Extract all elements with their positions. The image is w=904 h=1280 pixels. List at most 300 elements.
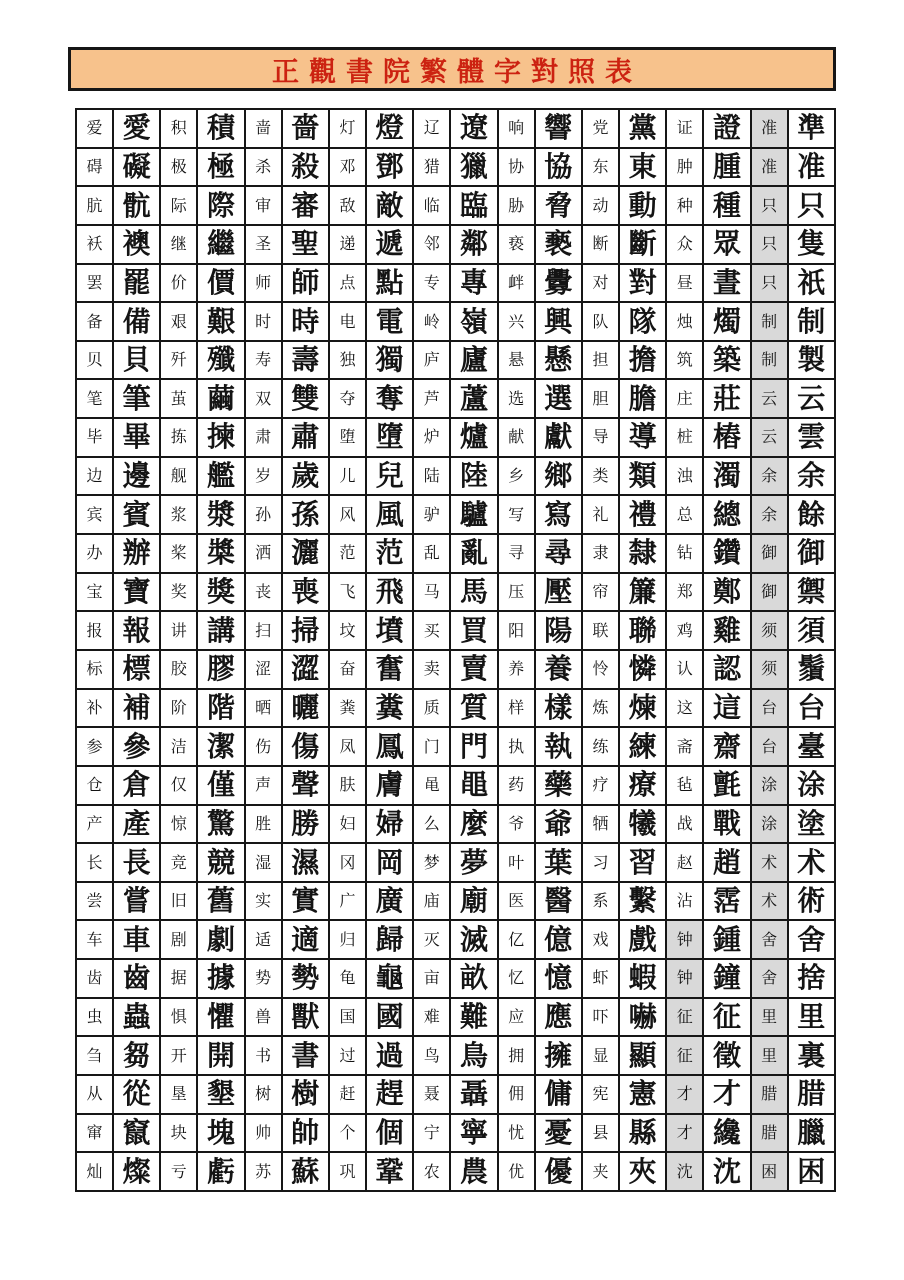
traditional-char-cell: 畝 (451, 960, 496, 997)
simplified-char-cell: 旧 (161, 883, 196, 920)
traditional-char-cell: 對 (620, 265, 665, 302)
simplified-char-cell: 执 (499, 728, 534, 765)
simplified-char-cell: 须 (752, 612, 787, 649)
traditional-char-cell: 齒 (114, 960, 159, 997)
traditional-char-cell: 犧 (620, 806, 665, 843)
simplified-char-cell: 碍 (77, 149, 112, 186)
simplified-char-cell: 龟 (330, 960, 365, 997)
simplified-char-cell: 压 (499, 574, 534, 611)
traditional-char-cell: 飛 (367, 574, 412, 611)
traditional-char-cell: 車 (114, 921, 159, 958)
traditional-char-cell: 尋 (536, 535, 581, 572)
simplified-char-cell: 类 (583, 458, 618, 495)
simplified-char-cell: 庄 (667, 380, 702, 417)
simplified-char-cell: 据 (161, 960, 196, 997)
simplified-char-cell: 乡 (499, 458, 534, 495)
simplified-char-cell: 车 (77, 921, 112, 958)
simplified-char-cell: 钟 (667, 960, 702, 997)
traditional-char-cell: 獵 (451, 149, 496, 186)
simplified-char-cell: 难 (414, 999, 449, 1036)
traditional-char-cell: 鍾 (704, 921, 749, 958)
simplified-char-cell: 兴 (499, 303, 534, 340)
simplified-char-cell: 药 (499, 767, 534, 804)
simplified-char-cell: 点 (330, 265, 365, 302)
traditional-char-cell: 墾 (198, 1076, 243, 1113)
traditional-char-cell: 類 (620, 458, 665, 495)
simplified-char-cell: 对 (583, 265, 618, 302)
traditional-char-cell: 驢 (451, 496, 496, 533)
simplified-char-cell: 赶 (330, 1076, 365, 1113)
traditional-char-cell: 樹 (283, 1076, 328, 1113)
simplified-char-cell: 制 (752, 303, 787, 340)
simplified-char-cell: 惧 (161, 999, 196, 1036)
traditional-char-cell: 腊 (789, 1076, 834, 1113)
simplified-char-cell: 宝 (77, 574, 112, 611)
traditional-char-cell: 鄭 (704, 574, 749, 611)
traditional-char-cell: 療 (620, 767, 665, 804)
traditional-char-cell: 極 (198, 149, 243, 186)
simplified-char-cell: 胆 (583, 380, 618, 417)
simplified-char-cell: 补 (77, 690, 112, 727)
simplified-char-cell: 台 (752, 690, 787, 727)
simplified-char-cell: 奋 (330, 651, 365, 688)
simplified-char-cell: 个 (330, 1115, 365, 1152)
simplified-char-cell: 农 (414, 1153, 449, 1190)
traditional-char-cell: 潔 (198, 728, 243, 765)
simplified-char-cell: 疗 (583, 767, 618, 804)
traditional-char-cell: 夾 (620, 1153, 665, 1190)
traditional-char-cell: 辦 (114, 535, 159, 572)
simplified-char-cell: 尝 (77, 883, 112, 920)
traditional-char-cell: 蘆 (451, 380, 496, 417)
simplified-char-cell: 马 (414, 574, 449, 611)
traditional-char-cell: 鳳 (367, 728, 412, 765)
traditional-char-cell: 歸 (367, 921, 412, 958)
traditional-char-cell: 專 (451, 265, 496, 302)
traditional-char-cell: 殺 (283, 149, 328, 186)
traditional-char-cell: 適 (283, 921, 328, 958)
traditional-char-cell: 氈 (704, 767, 749, 804)
simplified-char-cell: 岭 (414, 303, 449, 340)
traditional-char-cell: 階 (198, 690, 243, 727)
simplified-char-cell: 儿 (330, 458, 365, 495)
simplified-char-cell: 准 (752, 149, 787, 186)
traditional-char-cell: 鄉 (536, 458, 581, 495)
simplified-char-cell: 时 (246, 303, 281, 340)
simplified-char-cell: 聂 (414, 1076, 449, 1113)
traditional-char-cell: 趙 (704, 844, 749, 881)
traditional-char-cell: 禮 (620, 496, 665, 533)
simplified-char-cell: 凤 (330, 728, 365, 765)
simplified-char-cell: 浊 (667, 458, 702, 495)
traditional-char-cell: 爐 (451, 419, 496, 456)
traditional-char-cell: 困 (789, 1153, 834, 1190)
traditional-char-cell: 師 (283, 265, 328, 302)
traditional-char-cell: 聶 (451, 1076, 496, 1113)
traditional-char-cell: 電 (367, 303, 412, 340)
simplified-char-cell: 亵 (499, 226, 534, 263)
page-title: 正觀書院繁體字對照表 (272, 56, 642, 88)
simplified-char-cell: 忆 (499, 960, 534, 997)
traditional-char-cell: 獨 (367, 342, 412, 379)
traditional-char-cell: 艦 (198, 458, 243, 495)
traditional-char-cell: 獻 (536, 419, 581, 456)
traditional-char-cell: 涂 (789, 767, 834, 804)
traditional-char-cell: 劇 (198, 921, 243, 958)
simplified-char-cell: 适 (246, 921, 281, 958)
traditional-char-cell: 隸 (620, 535, 665, 572)
simplified-char-cell: 孙 (246, 496, 281, 533)
traditional-char-cell: 億 (536, 921, 581, 958)
simplified-char-cell: 动 (583, 187, 618, 224)
simplified-char-cell: 舍 (752, 921, 787, 958)
simplified-char-cell: 范 (330, 535, 365, 572)
traditional-char-cell: 脅 (536, 187, 581, 224)
simplified-char-cell: 爷 (499, 806, 534, 843)
traditional-char-cell: 產 (114, 806, 159, 843)
traditional-char-cell: 肅 (283, 419, 328, 456)
simplified-char-cell: 舰 (161, 458, 196, 495)
simplified-char-cell: 剧 (161, 921, 196, 958)
traditional-char-cell: 鞏 (367, 1153, 412, 1190)
traditional-char-cell: 爺 (536, 806, 581, 843)
simplified-char-cell: 腊 (752, 1076, 787, 1113)
simplified-char-cell: 丧 (246, 574, 281, 611)
traditional-char-cell: 農 (451, 1153, 496, 1190)
traditional-char-cell: 晝 (704, 265, 749, 302)
traditional-char-cell: 范 (367, 535, 412, 572)
simplified-char-cell: 芦 (414, 380, 449, 417)
simplified-char-cell: 黾 (414, 767, 449, 804)
simplified-char-cell: 烛 (667, 303, 702, 340)
traditional-char-cell: 燭 (704, 303, 749, 340)
traditional-char-cell: 歲 (283, 458, 328, 495)
simplified-char-cell: 窜 (77, 1115, 112, 1152)
traditional-char-cell: 擁 (536, 1037, 581, 1074)
traditional-char-cell: 奮 (367, 651, 412, 688)
simplified-char-cell: 制 (752, 342, 787, 379)
traditional-char-cell: 釁 (536, 265, 581, 302)
simplified-char-cell: 实 (246, 883, 281, 920)
simplified-char-cell: 买 (414, 612, 449, 649)
traditional-char-cell: 斷 (620, 226, 665, 263)
simplified-char-cell: 产 (77, 806, 112, 843)
simplified-char-cell: 齿 (77, 960, 112, 997)
traditional-char-cell: 鳥 (451, 1037, 496, 1074)
simplified-char-cell: 这 (667, 690, 702, 727)
simplified-char-cell: 兽 (246, 999, 281, 1036)
simplified-char-cell: 写 (499, 496, 534, 533)
simplified-char-cell: 医 (499, 883, 534, 920)
simplified-char-cell: 斋 (667, 728, 702, 765)
traditional-char-cell: 麼 (451, 806, 496, 843)
traditional-char-cell: 顯 (620, 1037, 665, 1074)
traditional-char-cell: 買 (451, 612, 496, 649)
traditional-char-cell: 報 (114, 612, 159, 649)
traditional-char-cell: 夢 (451, 844, 496, 881)
simplified-char-cell: 拣 (161, 419, 196, 456)
traditional-char-cell: 筆 (114, 380, 159, 417)
simplified-char-cell: 忧 (499, 1115, 534, 1152)
traditional-char-cell: 聖 (283, 226, 328, 263)
traditional-char-cell: 種 (704, 187, 749, 224)
traditional-char-cell: 壽 (283, 342, 328, 379)
simplified-char-cell: 应 (499, 999, 534, 1036)
traditional-char-cell: 煉 (620, 690, 665, 727)
traditional-char-cell: 壓 (536, 574, 581, 611)
simplified-char-cell: 仓 (77, 767, 112, 804)
simplified-char-cell: 宁 (414, 1115, 449, 1152)
traditional-char-cell: 憲 (620, 1076, 665, 1113)
traditional-char-cell: 點 (367, 265, 412, 302)
simplified-char-cell: 卖 (414, 651, 449, 688)
traditional-char-cell: 憐 (620, 651, 665, 688)
traditional-char-cell: 審 (283, 187, 328, 224)
traditional-char-cell: 黽 (451, 767, 496, 804)
traditional-char-cell: 寶 (114, 574, 159, 611)
traditional-char-cell: 廣 (367, 883, 412, 920)
traditional-char-cell: 准 (789, 149, 834, 186)
simplified-char-cell: 里 (752, 1037, 787, 1074)
simplified-char-cell: 战 (667, 806, 702, 843)
simplified-char-cell: 临 (414, 187, 449, 224)
simplified-char-cell: 虾 (583, 960, 618, 997)
traditional-char-cell: 樣 (536, 690, 581, 727)
simplified-char-cell: 选 (499, 380, 534, 417)
traditional-char-cell: 竄 (114, 1115, 159, 1152)
simplified-char-cell: 御 (752, 574, 787, 611)
simplified-char-cell: 势 (246, 960, 281, 997)
traditional-char-cell: 貝 (114, 342, 159, 379)
traditional-char-cell: 從 (114, 1076, 159, 1113)
simplified-char-cell: 导 (583, 419, 618, 456)
simplified-char-cell: 担 (583, 342, 618, 379)
traditional-char-cell: 寫 (536, 496, 581, 533)
traditional-char-cell: 選 (536, 380, 581, 417)
traditional-char-cell: 製 (789, 342, 834, 379)
traditional-char-cell: 沈 (704, 1153, 749, 1190)
traditional-char-cell: 燈 (367, 110, 412, 147)
traditional-char-cell: 擔 (620, 342, 665, 379)
traditional-char-cell: 臨 (451, 187, 496, 224)
simplified-char-cell: 归 (330, 921, 365, 958)
traditional-char-cell: 征 (704, 999, 749, 1036)
traditional-char-cell: 帥 (283, 1115, 328, 1152)
simplified-char-cell: 参 (77, 728, 112, 765)
traditional-char-cell: 築 (704, 342, 749, 379)
traditional-char-cell: 纔 (704, 1115, 749, 1152)
simplified-char-cell: 专 (414, 265, 449, 302)
simplified-char-cell: 门 (414, 728, 449, 765)
traditional-char-cell: 勝 (283, 806, 328, 843)
simplified-char-cell: 声 (246, 767, 281, 804)
simplified-char-cell: 夺 (330, 380, 365, 417)
traditional-char-cell: 臺 (789, 728, 834, 765)
simplified-char-cell: 胶 (161, 651, 196, 688)
simplified-char-cell: 办 (77, 535, 112, 572)
simplified-char-cell: 肮 (77, 187, 112, 224)
simplified-char-cell: 叶 (499, 844, 534, 881)
traditional-char-cell: 認 (704, 651, 749, 688)
traditional-char-cell: 陽 (536, 612, 581, 649)
traditional-char-cell: 競 (198, 844, 243, 881)
traditional-char-cell: 補 (114, 690, 159, 727)
simplified-char-cell: 亏 (161, 1153, 196, 1190)
simplified-char-cell: 树 (246, 1076, 281, 1113)
simplified-char-cell: 杀 (246, 149, 281, 186)
simplified-char-cell: 云 (752, 380, 787, 417)
simplified-char-cell: 赵 (667, 844, 702, 881)
simplified-char-cell: 竞 (161, 844, 196, 881)
simplified-char-cell: 寻 (499, 535, 534, 572)
traditional-char-cell: 只 (789, 187, 834, 224)
simplified-char-cell: 县 (583, 1115, 618, 1152)
simplified-char-cell: 涂 (752, 767, 787, 804)
simplified-char-cell: 钻 (667, 535, 702, 572)
simplified-char-cell: 鸡 (667, 612, 702, 649)
traditional-char-cell: 際 (198, 187, 243, 224)
simplified-char-cell: 筑 (667, 342, 702, 379)
traditional-char-cell: 黨 (620, 110, 665, 147)
traditional-char-cell: 揀 (198, 419, 243, 456)
simplified-char-cell: 台 (752, 728, 787, 765)
traditional-char-cell: 憂 (536, 1115, 581, 1152)
simplified-char-cell: 党 (583, 110, 618, 147)
simplified-char-cell: 献 (499, 419, 534, 456)
traditional-char-cell: 臘 (789, 1115, 834, 1152)
simplified-char-cell: 鸟 (414, 1037, 449, 1074)
traditional-char-cell: 喪 (283, 574, 328, 611)
traditional-char-cell: 倉 (114, 767, 159, 804)
simplified-char-cell: 才 (667, 1115, 702, 1152)
simplified-char-cell: 毕 (77, 419, 112, 456)
traditional-char-cell: 賓 (114, 496, 159, 533)
simplified-char-cell: 桨 (161, 535, 196, 572)
simplified-char-cell: 刍 (77, 1037, 112, 1074)
simplified-char-cell: 啬 (246, 110, 281, 147)
simplified-char-cell: 扫 (246, 612, 281, 649)
traditional-char-cell: 僅 (198, 767, 243, 804)
traditional-char-cell: 漿 (198, 496, 243, 533)
traditional-char-cell: 御 (789, 535, 834, 572)
simplified-char-cell: 拥 (499, 1037, 534, 1074)
traditional-char-cell: 質 (451, 690, 496, 727)
traditional-char-cell: 罷 (114, 265, 159, 302)
traditional-char-cell: 鬚 (789, 651, 834, 688)
simplified-char-cell: 习 (583, 844, 618, 881)
simplified-char-cell: 肤 (330, 767, 365, 804)
traditional-char-cell: 國 (367, 999, 412, 1036)
traditional-char-cell: 這 (704, 690, 749, 727)
traditional-char-cell: 準 (789, 110, 834, 147)
traditional-char-cell: 蘇 (283, 1153, 328, 1190)
traditional-char-cell: 廟 (451, 883, 496, 920)
traditional-char-cell: 葉 (536, 844, 581, 881)
traditional-char-cell: 膠 (198, 651, 243, 688)
traditional-char-cell: 動 (620, 187, 665, 224)
simplified-char-cell: 坟 (330, 612, 365, 649)
simplified-char-cell: 开 (161, 1037, 196, 1074)
traditional-char-cell: 須 (789, 612, 834, 649)
simplified-char-cell: 众 (667, 226, 702, 263)
simplified-char-cell: 块 (161, 1115, 196, 1152)
simplified-char-cell: 报 (77, 612, 112, 649)
traditional-char-cell: 餘 (789, 496, 834, 533)
simplified-char-cell: 总 (667, 496, 702, 533)
simplified-char-cell: 须 (752, 651, 787, 688)
traditional-char-cell: 標 (114, 651, 159, 688)
simplified-char-cell: 亿 (499, 921, 534, 958)
simplified-char-cell: 巩 (330, 1153, 365, 1190)
traditional-char-cell: 憶 (536, 960, 581, 997)
traditional-char-cell: 過 (367, 1037, 412, 1074)
simplified-char-cell: 怜 (583, 651, 618, 688)
traditional-char-cell: 難 (451, 999, 496, 1036)
simplified-char-cell: 阳 (499, 612, 534, 649)
traditional-char-cell: 骯 (114, 187, 159, 224)
traditional-char-cell: 趕 (367, 1076, 412, 1113)
simplified-char-cell: 样 (499, 690, 534, 727)
simplified-char-cell: 继 (161, 226, 196, 263)
traditional-char-cell: 開 (198, 1037, 243, 1074)
traditional-char-cell: 勢 (283, 960, 328, 997)
simplified-char-cell: 吓 (583, 999, 618, 1036)
simplified-char-cell: 惊 (161, 806, 196, 843)
simplified-char-cell: 郑 (667, 574, 702, 611)
traditional-char-cell: 鐘 (704, 960, 749, 997)
traditional-char-cell: 兒 (367, 458, 412, 495)
simplified-char-cell: 猎 (414, 149, 449, 186)
simplified-char-cell: 师 (246, 265, 281, 302)
traditional-char-cell: 賣 (451, 651, 496, 688)
traditional-char-cell: 霑 (704, 883, 749, 920)
traditional-char-cell: 廬 (451, 342, 496, 379)
traditional-char-cell: 隻 (789, 226, 834, 263)
traditional-char-cell: 傭 (536, 1076, 581, 1113)
traditional-char-cell: 濕 (283, 844, 328, 881)
traditional-char-cell: 舍 (789, 921, 834, 958)
traditional-char-cell: 敵 (367, 187, 412, 224)
traditional-char-cell: 礙 (114, 149, 159, 186)
simplified-char-cell: 贝 (77, 342, 112, 379)
simplified-char-cell: 才 (667, 1076, 702, 1113)
traditional-char-cell: 墳 (367, 612, 412, 649)
traditional-char-cell: 寧 (451, 1115, 496, 1152)
traditional-char-cell: 據 (198, 960, 243, 997)
simplified-char-cell: 飞 (330, 574, 365, 611)
traditional-char-cell: 鑽 (704, 535, 749, 572)
simplified-char-cell: 阶 (161, 690, 196, 727)
simplified-char-cell: 积 (161, 110, 196, 147)
simplified-char-cell: 征 (667, 999, 702, 1036)
simplified-char-cell: 灯 (330, 110, 365, 147)
simplified-char-cell: 东 (583, 149, 618, 186)
simplified-char-cell: 练 (583, 728, 618, 765)
simplified-char-cell: 钟 (667, 921, 702, 958)
simplified-char-cell: 涩 (246, 651, 281, 688)
simplified-char-cell: 递 (330, 226, 365, 263)
simplified-char-cell: 悬 (499, 342, 534, 379)
simplified-char-cell: 晒 (246, 690, 281, 727)
simplified-char-cell: 驴 (414, 496, 449, 533)
traditional-char-cell: 祇 (789, 265, 834, 302)
traditional-char-cell: 塗 (789, 806, 834, 843)
traditional-char-cell: 興 (536, 303, 581, 340)
traditional-char-cell: 云 (789, 380, 834, 417)
traditional-char-cell: 實 (283, 883, 328, 920)
traditional-char-cell: 婦 (367, 806, 412, 843)
simplified-char-cell: 审 (246, 187, 281, 224)
